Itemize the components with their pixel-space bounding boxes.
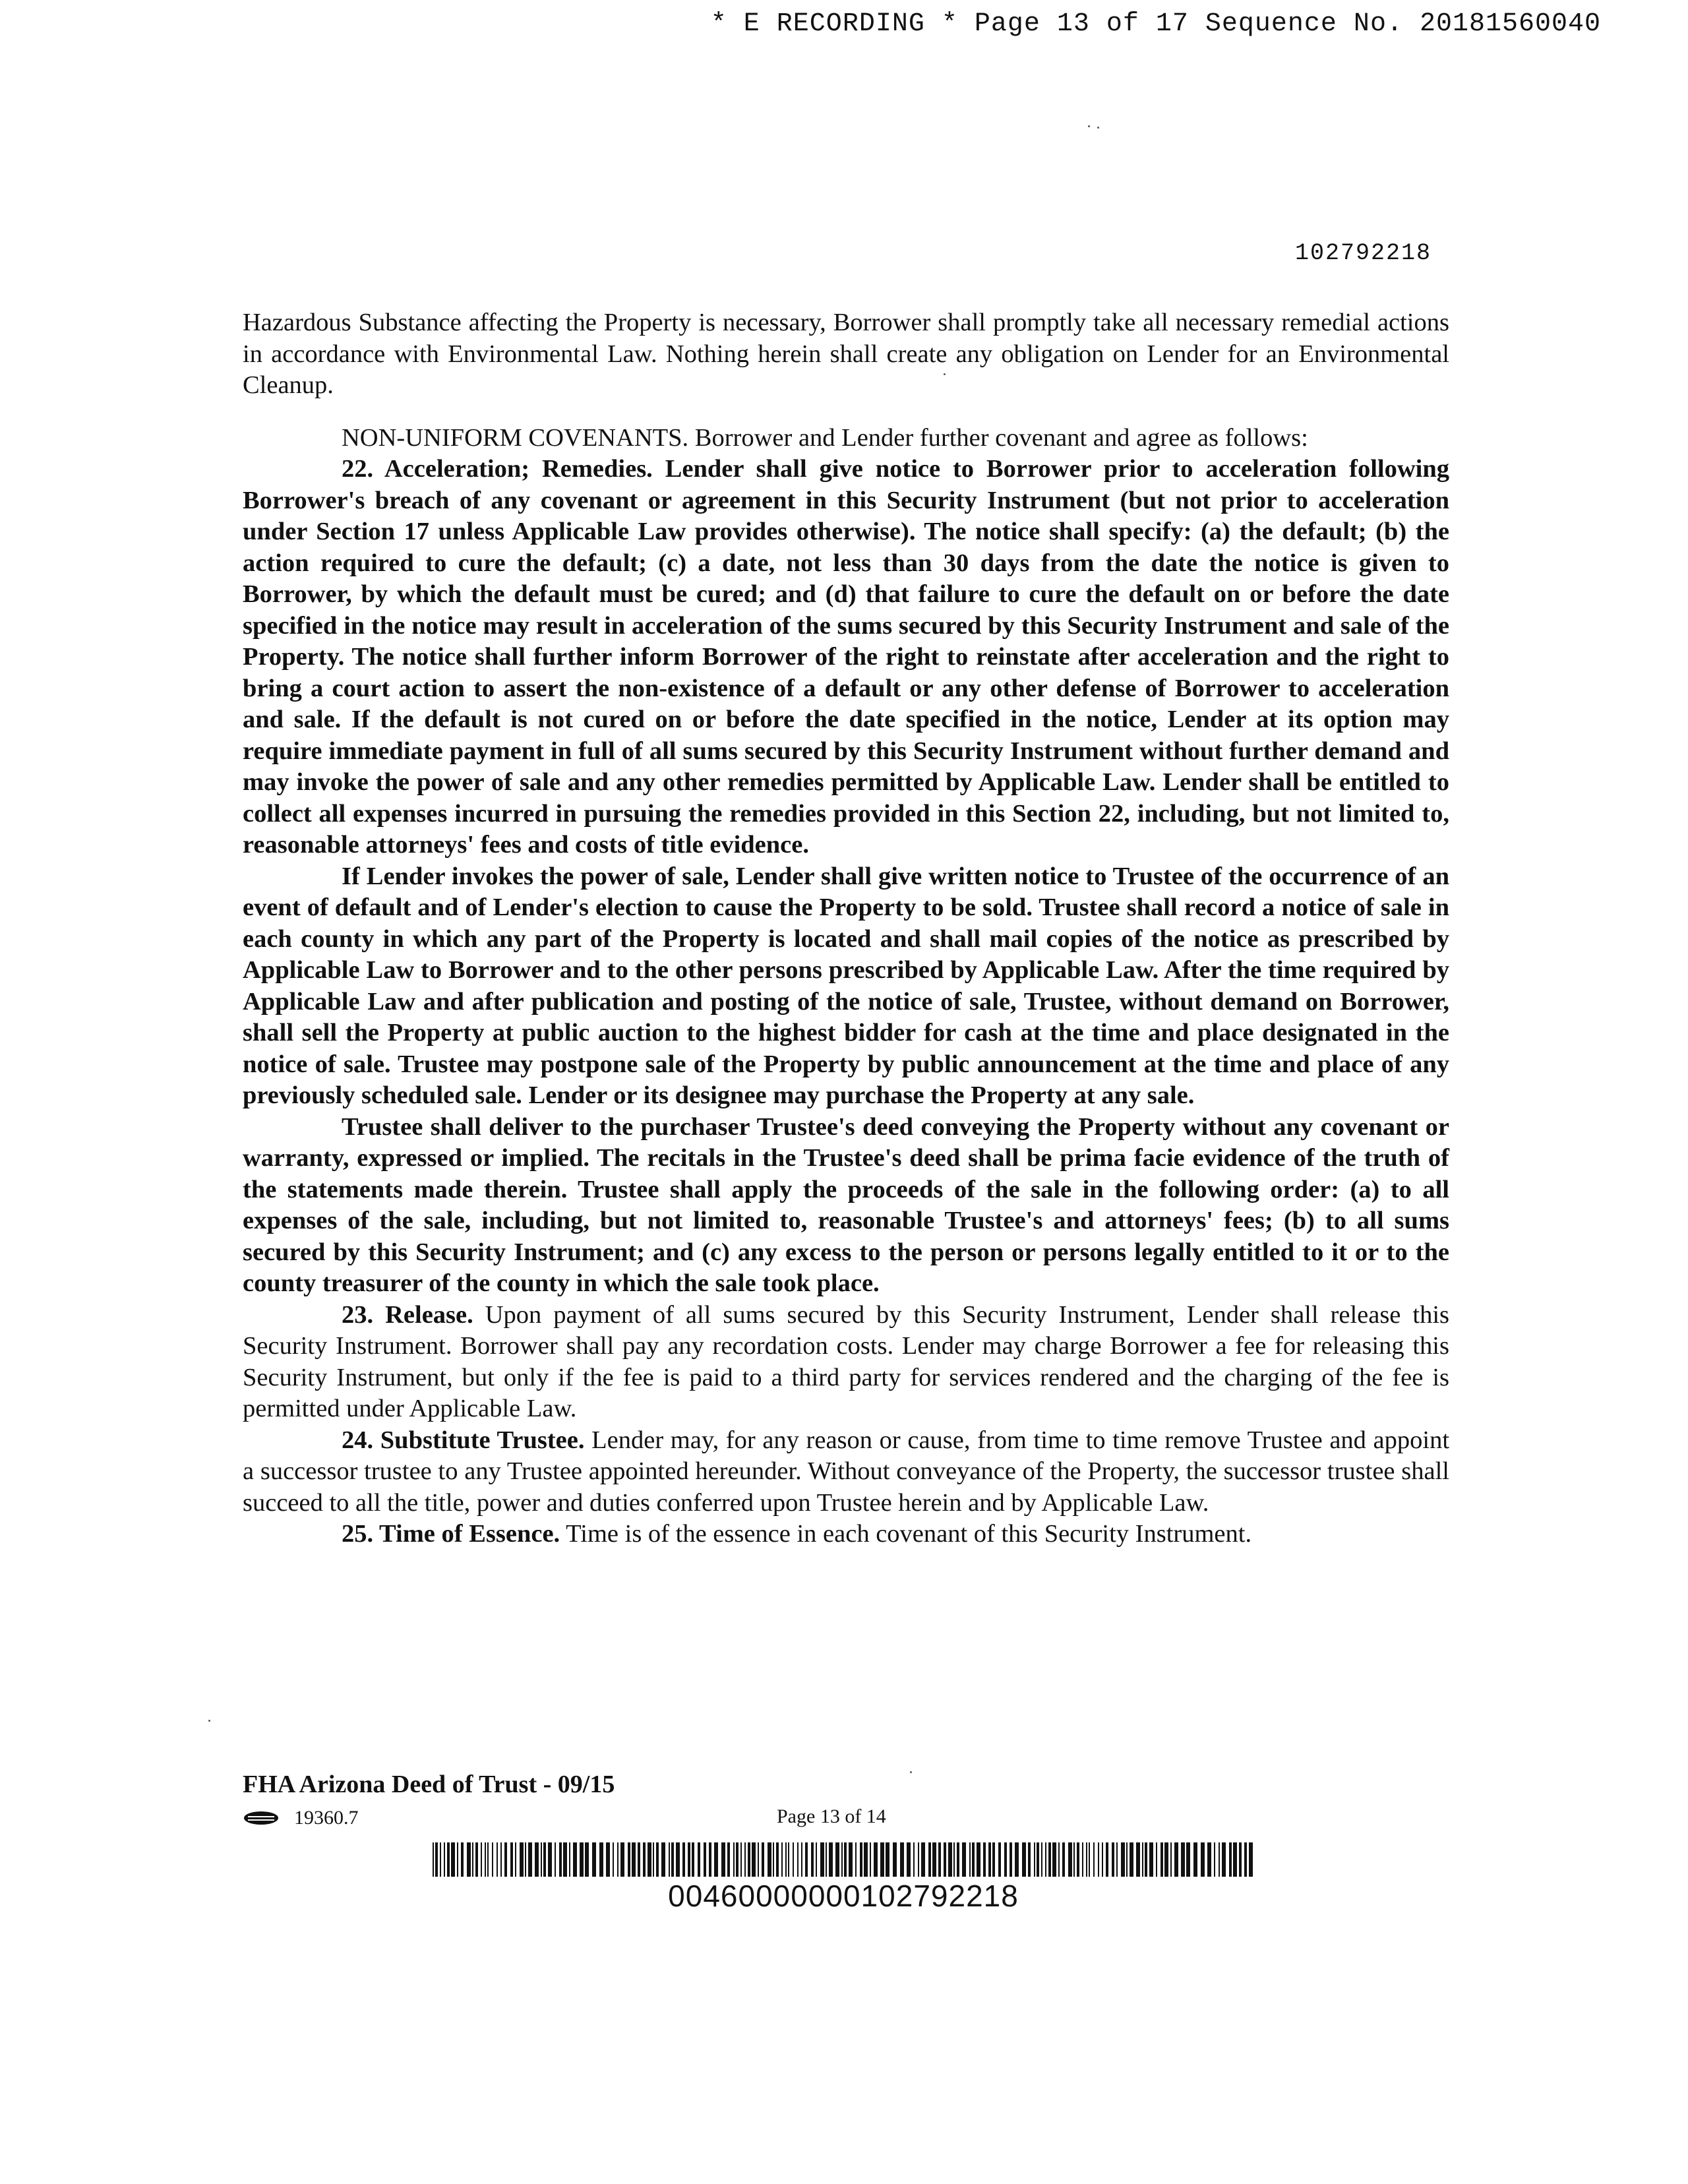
barcode-bar bbox=[592, 1842, 596, 1877]
barcode-bar bbox=[1201, 1842, 1205, 1877]
barcode-bar bbox=[944, 1842, 946, 1877]
barcode-bar bbox=[573, 1842, 577, 1877]
barcode-bar bbox=[535, 1842, 539, 1877]
barcode-bar bbox=[1112, 1842, 1114, 1877]
barcode-bar bbox=[829, 1842, 833, 1877]
section-25-paragraph bbox=[243, 1519, 1449, 1550]
barcode-bar bbox=[1116, 1842, 1118, 1877]
barcode-bar bbox=[1121, 1842, 1125, 1877]
barcode-bar bbox=[643, 1842, 646, 1877]
barcode-bar bbox=[492, 1842, 493, 1877]
section-22-text: Lender shall give notice to Borrower prior to acceleration following Borrower's breach of any covenant or agreement in this Security Instrument (but not prior to acceleration under Section 17 unless Applicable Law provides otherwise). The notice shall specify: (a) the default; (b) the action required to cure the default; (c) a date, not less than 30 days from the date the notice is given to Borrower, by which the default must be cured; and (d) that failure to cure the default on or before the date specified in the notice may result in acceleration of the sums secured by this Security Instrument and sale of the Property. The notice shall further inform Borrower of the right to reinstate after acceleration and the right to bring a court action to assert the non-existence of a default or any other defense of Borrower to acceleration and sale. If the default is not cured on or before the date specified in the notice, Lender at its option may require immediate payment in full of all sums secured by this Security Instrument without further demand and may invoke the power of sale and any other remedies permitted by Applicable Law. Lender shall be entitled to collect all expenses incurred in pursuing the remedies provided in this Section 22, including, but not limited to, reasonable attorneys' fees and costs of title evidence. bbox=[243, 455, 1450, 859]
barcode-bar bbox=[1022, 1842, 1026, 1877]
barcode-bar bbox=[563, 1842, 567, 1877]
barcode-bar bbox=[440, 1842, 441, 1877]
barcode-bar bbox=[487, 1842, 489, 1877]
barcode-bar bbox=[1244, 1842, 1247, 1877]
barcode-bar bbox=[841, 1842, 843, 1877]
barcode-bar bbox=[1034, 1842, 1035, 1877]
barcode-bar bbox=[727, 1842, 730, 1877]
barcode-bar bbox=[433, 1842, 434, 1877]
barcode-bar bbox=[721, 1842, 725, 1877]
barcode-bar bbox=[709, 1842, 711, 1877]
section-22-paragraph bbox=[243, 454, 1449, 861]
barcode-bar bbox=[1058, 1842, 1060, 1877]
barcode-bar bbox=[504, 1842, 507, 1877]
barcode-bar bbox=[475, 1842, 478, 1877]
section-24-text: Lender may, for any reason or cause, from time to time remove Trustee and appoint a successor trustee to any Trustee appointed hereunder. Without conveyance of the Property, the successor trustee shall succeed to all the title, power and duties conferred upon Trustee herein and by Applicable Law. bbox=[243, 1426, 1450, 1517]
barcode-bar bbox=[1028, 1842, 1031, 1877]
barcode-bar bbox=[1136, 1842, 1140, 1877]
barcode-bar bbox=[1077, 1842, 1079, 1877]
barcode-bar bbox=[1037, 1842, 1039, 1877]
barcode-number: 00460000000102792218 bbox=[668, 1879, 1019, 1913]
barcode-bar bbox=[467, 1842, 471, 1877]
barcode-bar bbox=[849, 1842, 853, 1877]
barcode-bar bbox=[880, 1842, 884, 1877]
form-title: FHA Arizona Deed of Trust - 09/15 bbox=[243, 1771, 615, 1798]
barcode-bar bbox=[632, 1842, 636, 1877]
section-23-title: 23. Release. bbox=[342, 1300, 473, 1329]
barcode-bar bbox=[1048, 1842, 1051, 1877]
barcode-bar bbox=[1156, 1842, 1157, 1877]
barcode-bar bbox=[788, 1842, 789, 1877]
scan-speck bbox=[208, 1720, 210, 1722]
barcode-bar bbox=[543, 1842, 546, 1877]
barcode-bar bbox=[988, 1842, 991, 1877]
barcode-bar bbox=[992, 1842, 995, 1877]
barcode-bar bbox=[692, 1842, 694, 1877]
scan-speck bbox=[1097, 127, 1099, 129]
barcode-bar bbox=[613, 1842, 614, 1877]
barcode-bar bbox=[669, 1842, 670, 1877]
barcode-bar bbox=[520, 1842, 524, 1877]
barcode-bar bbox=[656, 1842, 659, 1877]
barcode-bar bbox=[844, 1842, 847, 1877]
barcode-bar bbox=[525, 1842, 526, 1877]
barcode-bar bbox=[461, 1842, 464, 1877]
barcode-bar bbox=[820, 1842, 824, 1877]
barcode-bar bbox=[451, 1842, 455, 1877]
non-uniform-covenants-heading: NON-UNIFORM COVENANTS. Borrower and Lender further covenant and agree as follows: bbox=[342, 423, 1308, 452]
barcode-bar bbox=[1145, 1842, 1147, 1877]
barcode-bar bbox=[1098, 1842, 1099, 1877]
barcode-bar bbox=[497, 1842, 498, 1877]
barcode-bar bbox=[886, 1842, 889, 1877]
barcode-bar bbox=[962, 1842, 966, 1877]
barcode-bar bbox=[671, 1842, 674, 1877]
barcode-bar bbox=[928, 1842, 931, 1877]
barcode-bar bbox=[969, 1842, 971, 1877]
barcode-bar bbox=[768, 1842, 771, 1877]
barcode-bar bbox=[1130, 1842, 1133, 1877]
barcode-bar bbox=[510, 1842, 513, 1877]
barcode-bar bbox=[900, 1842, 904, 1877]
form-code bbox=[243, 1807, 359, 1829]
barcode-bar bbox=[1249, 1842, 1253, 1877]
barcode-bar bbox=[953, 1842, 955, 1877]
barcode-bar bbox=[977, 1842, 980, 1877]
barcode-bar bbox=[569, 1842, 570, 1877]
barcode-bar bbox=[653, 1842, 654, 1877]
barcode-bar bbox=[481, 1842, 482, 1877]
section-24-title: 24. Substitute Trustee. bbox=[342, 1426, 585, 1454]
barcode-bar bbox=[874, 1842, 878, 1877]
barcode-bar bbox=[1052, 1842, 1056, 1877]
barcode-bar bbox=[599, 1842, 603, 1877]
section-24-paragraph bbox=[243, 1425, 1449, 1519]
barcode-bar bbox=[776, 1842, 779, 1877]
barcode-bar bbox=[548, 1842, 552, 1877]
barcode-bar bbox=[617, 1842, 618, 1877]
barcode-bar bbox=[762, 1842, 764, 1877]
barcode-bar bbox=[918, 1842, 919, 1877]
barcode-bar bbox=[1222, 1842, 1226, 1877]
barcode-bar bbox=[1102, 1842, 1103, 1877]
section-23-paragraph bbox=[243, 1300, 1449, 1425]
barcode-bar bbox=[793, 1842, 794, 1877]
barcode-bar bbox=[1149, 1842, 1153, 1877]
barcode-bar bbox=[515, 1842, 516, 1877]
barcode-bar bbox=[1186, 1842, 1190, 1877]
barcode-bar bbox=[773, 1842, 774, 1877]
barcode-bar bbox=[1239, 1842, 1242, 1877]
barcode-bar bbox=[541, 1842, 542, 1877]
barcode-bar bbox=[998, 1842, 1001, 1877]
barcode-bar bbox=[811, 1842, 814, 1877]
barcode-bar bbox=[500, 1842, 502, 1877]
barcode-bar bbox=[444, 1842, 445, 1877]
barcode-bar bbox=[870, 1842, 871, 1877]
barcode-bar bbox=[1041, 1842, 1042, 1877]
barcode-bar bbox=[1015, 1842, 1019, 1877]
barcode-bar bbox=[860, 1842, 862, 1877]
barcode-bar bbox=[785, 1842, 787, 1877]
barcode-bar bbox=[528, 1842, 532, 1877]
barcode-bar bbox=[855, 1842, 857, 1877]
barcode-bar bbox=[1207, 1842, 1211, 1877]
barcode-bar bbox=[1082, 1842, 1083, 1877]
barcode-bar bbox=[1160, 1842, 1163, 1877]
barcode-bar bbox=[907, 1842, 911, 1877]
barcode-bar bbox=[1142, 1842, 1143, 1877]
barcode-bar bbox=[1086, 1842, 1087, 1877]
power-of-sale-paragraph: If Lender invokes the power of sale, Lender shall give written notice to Trustee of the occurrence of an event of default and of Lender's election to cause the Property to be sold. Trustee shall record a notice of sale in each county in which any part of the Property is located and shall mail copies of the notice as prescribed by Applicable Law to Borrower and to the other persons prescribed by Applicable Law. After the time required by Applicable Law and after publication and posting of the notice of sale, Trustee, without demand on Borrower, shall sell the Property at public auction to the highest bidder for cash at the time and place designated in the notice of sale. Trustee may postpone sale of the Property by public announcement at the time and place of any previously scheduled sale. Lender or its designee may purchase the Property at any sale. bbox=[243, 862, 1449, 1109]
barcode-bar bbox=[733, 1842, 735, 1877]
barcode-bar bbox=[948, 1842, 952, 1877]
barcode-bar bbox=[913, 1842, 915, 1877]
barcode-bar bbox=[555, 1842, 556, 1877]
barcode-bar bbox=[447, 1842, 450, 1877]
recording-header: * E RECORDING * Page 13 of 17 Sequence No. 20181560040 bbox=[710, 9, 1601, 39]
barcode-bar bbox=[921, 1842, 925, 1877]
barcode-bar bbox=[485, 1842, 486, 1877]
scan-speck bbox=[1088, 125, 1090, 127]
barcode-bar bbox=[628, 1842, 630, 1877]
trustee-deed-paragraph: Trustee shall deliver to the purchaser Trustee's deed conveying the Property without any covenant or warranty, expressed or implied. The recitals in the Trustee's deed shall be prima facie evidence of the truth of the statements made therein. Trustee shall apply the proceeds of the sale in the following order: (a) to all expenses of the sale, including, but not limited to, reasonable Trustee's and attorneys' fees; (b) to all sums secured by this Security Instrument; and (c) any excess to the person or persons legally entitled to it or to the county treasurer of the county in which the sale took place. bbox=[243, 1112, 1449, 1297]
barcode-bar bbox=[752, 1842, 756, 1877]
barcode-bar bbox=[736, 1842, 738, 1877]
barcode-bar bbox=[661, 1842, 665, 1877]
loan-number: 102792218 bbox=[1295, 240, 1432, 266]
barcode-bar bbox=[1174, 1842, 1178, 1877]
barcode-bar bbox=[1045, 1842, 1046, 1877]
barcode-bar bbox=[676, 1842, 680, 1877]
barcode-bar bbox=[826, 1842, 827, 1877]
section-23-text: Upon payment of all sums secured by this Security Instrument, Lender shall release this Security Instrument. Borrower shall pay any recordation costs. Lender may charge Borrower a fee for releasing this Security Instrument, but only if the fee is paid to a third party for services rendered and the charging of the fee is permitted under Applicable Law. bbox=[243, 1300, 1450, 1422]
barcode-bar bbox=[1219, 1842, 1220, 1877]
barcode-bar bbox=[435, 1842, 438, 1877]
barcode-bar bbox=[714, 1842, 718, 1877]
barcode-bar bbox=[1181, 1842, 1185, 1877]
barcode-bar bbox=[1106, 1842, 1108, 1877]
barcode-bar bbox=[585, 1842, 589, 1877]
barcode-bar bbox=[1193, 1842, 1197, 1877]
section-22-title: 22. Acceleration; Remedies. bbox=[342, 455, 653, 483]
barcode-bar bbox=[816, 1842, 817, 1877]
intro-paragraph: Hazardous Substance affecting the Property is necessary, Borrower shall promptly take all necessary remedial actions in accordance with Environmental Law. Nothing herein shall create any obligation on Lender for an Environmental Cleanup. bbox=[243, 309, 1449, 399]
barcode-bar bbox=[580, 1842, 584, 1877]
barcode-bar bbox=[559, 1842, 562, 1877]
barcode-bar bbox=[606, 1842, 610, 1877]
barcode-bar bbox=[1062, 1842, 1065, 1877]
barcode-bar bbox=[620, 1842, 624, 1877]
barcode-bar bbox=[1010, 1842, 1012, 1877]
barcode-bar bbox=[972, 1842, 975, 1877]
barcode-bar bbox=[744, 1842, 746, 1877]
barcode-bar bbox=[1164, 1842, 1168, 1877]
barcode-bar bbox=[938, 1842, 941, 1877]
barcode-bar bbox=[748, 1842, 750, 1877]
barcode-bar bbox=[1089, 1842, 1090, 1877]
barcode-bar bbox=[704, 1842, 706, 1877]
scan-speck bbox=[910, 1771, 912, 1773]
barcode-bar bbox=[805, 1842, 808, 1877]
barcode-bar bbox=[781, 1842, 783, 1877]
barcode-bar bbox=[457, 1842, 458, 1877]
barcode-bar bbox=[797, 1842, 799, 1877]
barcode-bar bbox=[801, 1842, 802, 1877]
barcode-bar bbox=[682, 1842, 685, 1877]
barcode-bar bbox=[688, 1842, 690, 1877]
barcode-bar bbox=[983, 1842, 986, 1877]
barcode-bar bbox=[648, 1842, 651, 1877]
publisher-logo-icon bbox=[243, 1809, 280, 1827]
barcode-bar bbox=[1068, 1842, 1072, 1877]
barcode-bar bbox=[1170, 1842, 1172, 1877]
barcode-bar bbox=[472, 1842, 473, 1877]
page-number: Page 13 of 14 bbox=[777, 1805, 886, 1827]
barcode-bar bbox=[1229, 1842, 1232, 1877]
barcode-bar bbox=[1233, 1842, 1237, 1877]
section-25-title: 25. Time of Essence. bbox=[342, 1520, 560, 1548]
barcode-bar bbox=[1214, 1842, 1215, 1877]
barcode-bar bbox=[893, 1842, 897, 1877]
barcode bbox=[433, 1842, 1254, 1877]
form-code-number: 19360.7 bbox=[294, 1807, 359, 1829]
barcode-bar bbox=[638, 1842, 640, 1877]
section-25-text: Time is of the essence in each covenant of this Security Instrument. bbox=[566, 1520, 1252, 1548]
barcode-bar bbox=[740, 1842, 742, 1877]
barcode-bar bbox=[758, 1842, 759, 1877]
barcode-bar bbox=[1004, 1842, 1007, 1877]
barcode-bar bbox=[1073, 1842, 1075, 1877]
barcode-bar bbox=[864, 1842, 868, 1877]
barcode-bar bbox=[698, 1842, 700, 1877]
barcode-bar bbox=[957, 1842, 959, 1877]
barcode-bar bbox=[1126, 1842, 1128, 1877]
barcode-bar bbox=[1093, 1842, 1095, 1877]
barcode-bar bbox=[835, 1842, 839, 1877]
document-body bbox=[243, 307, 1449, 1550]
barcode-bar bbox=[932, 1842, 936, 1877]
